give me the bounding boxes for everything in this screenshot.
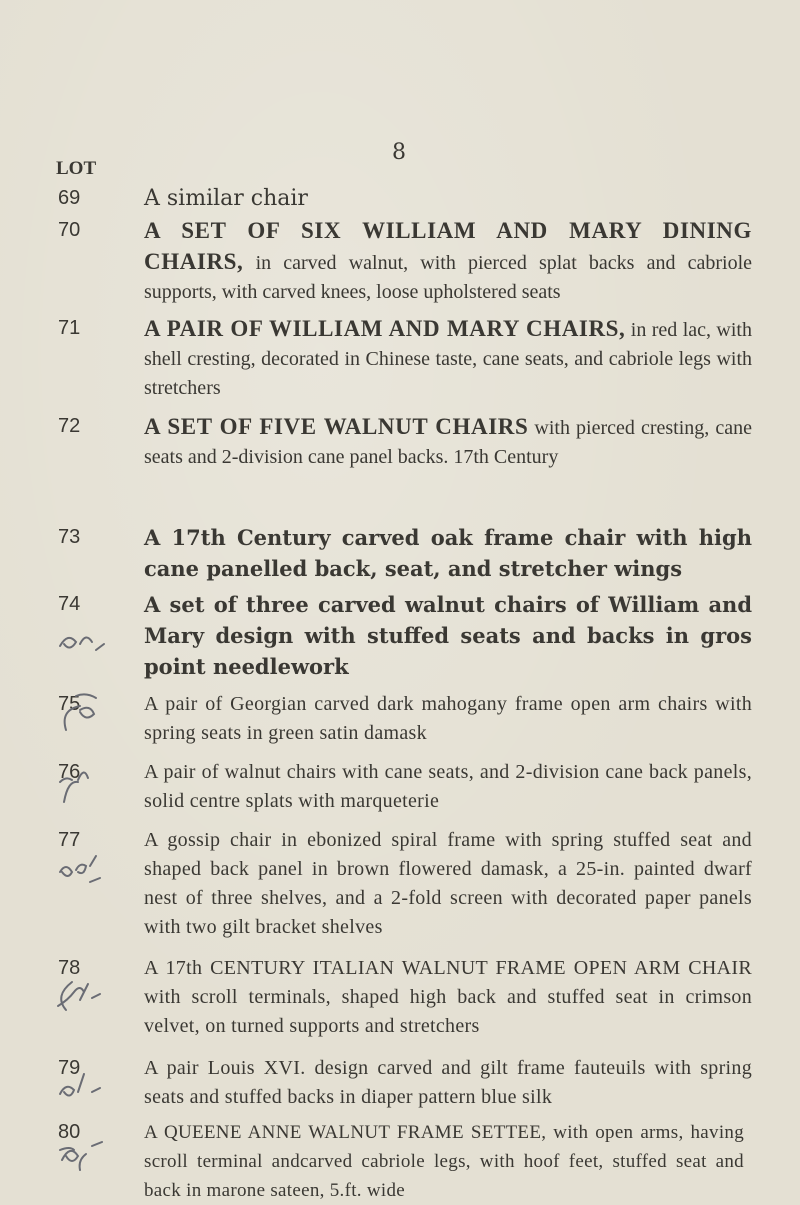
lot-number: 78 xyxy=(58,957,81,979)
lot-number: 72 xyxy=(58,415,81,437)
lot-description xyxy=(144,523,752,585)
lot-lead: A SET OF FIVE WALNUT CHAIRS xyxy=(144,414,529,439)
lot-description xyxy=(144,590,752,683)
lot-text: A pair Louis XVI. design carved and gilt frame fauteuils with spring seats and stuffed backs in diaper pattern blue silk xyxy=(144,1057,752,1108)
pencil-annotation-76 xyxy=(56,758,126,804)
lot-number: 71 xyxy=(58,317,81,339)
lot-text: in red lac, with shell cresting, decorated in Chinese taste, cane seats, and cabriole legs with stretchers xyxy=(144,319,752,399)
lot-description xyxy=(144,216,752,307)
lot-text: A pair of walnut chairs with cane seats, and 2-division cane back panels, solid centre splats with marqueterie xyxy=(144,761,752,812)
lot-number: 74 xyxy=(58,593,81,615)
lot-lead: A SET OF SIX WILLIAM AND MARY DINING CHAIRS, xyxy=(144,218,752,274)
lot-text: A 17th Century carved oak frame chair with high cane panelled back, seat, and stretcher wings xyxy=(144,525,752,581)
lot-description xyxy=(144,184,752,213)
lot-description xyxy=(144,1118,744,1205)
lot-number: 80 xyxy=(58,1121,81,1143)
lot-description xyxy=(144,412,752,472)
lot-number: 70 xyxy=(58,219,81,241)
lot-description xyxy=(144,314,752,403)
lot-number: 76 xyxy=(58,761,81,783)
lot-description xyxy=(144,758,752,816)
pencil-annotation-78 xyxy=(52,970,122,1016)
pencil-annotation-80 xyxy=(56,1130,126,1176)
lot-text: A similar chair xyxy=(144,186,308,211)
lot-text: A QUEENE ANNE WALNUT FRAME SETTEE, with open arms, having scroll terminal andcarved cabriole legs, with hoof feet, stuffed seat and back in marone sateen, 5.ft. wide xyxy=(144,1122,744,1201)
lot-description xyxy=(144,954,752,1041)
lot-text: with pierced cresting, cane seats and 2-division cane panel backs. 17th Century xyxy=(144,417,752,468)
pencil-annotation-77 xyxy=(56,852,126,898)
lot-number: 69 xyxy=(58,187,81,209)
lot-number: 77 xyxy=(58,829,81,851)
lot-number: 75 xyxy=(58,693,81,715)
lot-description xyxy=(144,826,752,942)
lot-text: in carved walnut, with pierced splat backs and cabriole supports, with carved knees, loose upholstered seats xyxy=(144,252,752,303)
lot-text: A gossip chair in ebonized spiral frame with spring stuffed seat and shaped back panel in brown flowered damask, a 25-in. painted dwarf nest of three shelves, and a 2-fold screen with decorated paper panels with two gilt bracket shelves xyxy=(144,829,752,938)
lot-lead: A PAIR OF WILLIAM AND MARY CHAIRS, xyxy=(144,316,626,341)
lot-number: 73 xyxy=(58,526,81,548)
pencil-annotation-75 xyxy=(56,690,126,736)
lot-column-header: LOT xyxy=(56,158,97,179)
lot-description xyxy=(144,690,752,748)
lot-description xyxy=(144,1054,752,1112)
pencil-annotation-74 xyxy=(56,616,126,662)
page-number: 8 xyxy=(392,140,407,165)
lot-text: A pair of Georgian carved dark mahogany frame open arm chairs with spring seats in green satin damask xyxy=(144,693,752,744)
pencil-annotation-79 xyxy=(56,1066,126,1112)
lot-text: A 17th CENTURY ITALIAN WALNUT FRAME OPEN ARM CHAIR with scroll terminals, shaped high back and stuffed seat in crimson velvet, on turned supports and stretchers xyxy=(144,957,752,1037)
lot-number: 79 xyxy=(58,1057,81,1079)
lot-text: A set of three carved walnut chairs of William and Mary design with stuffed seats and backs in gros point needlework xyxy=(144,592,752,679)
